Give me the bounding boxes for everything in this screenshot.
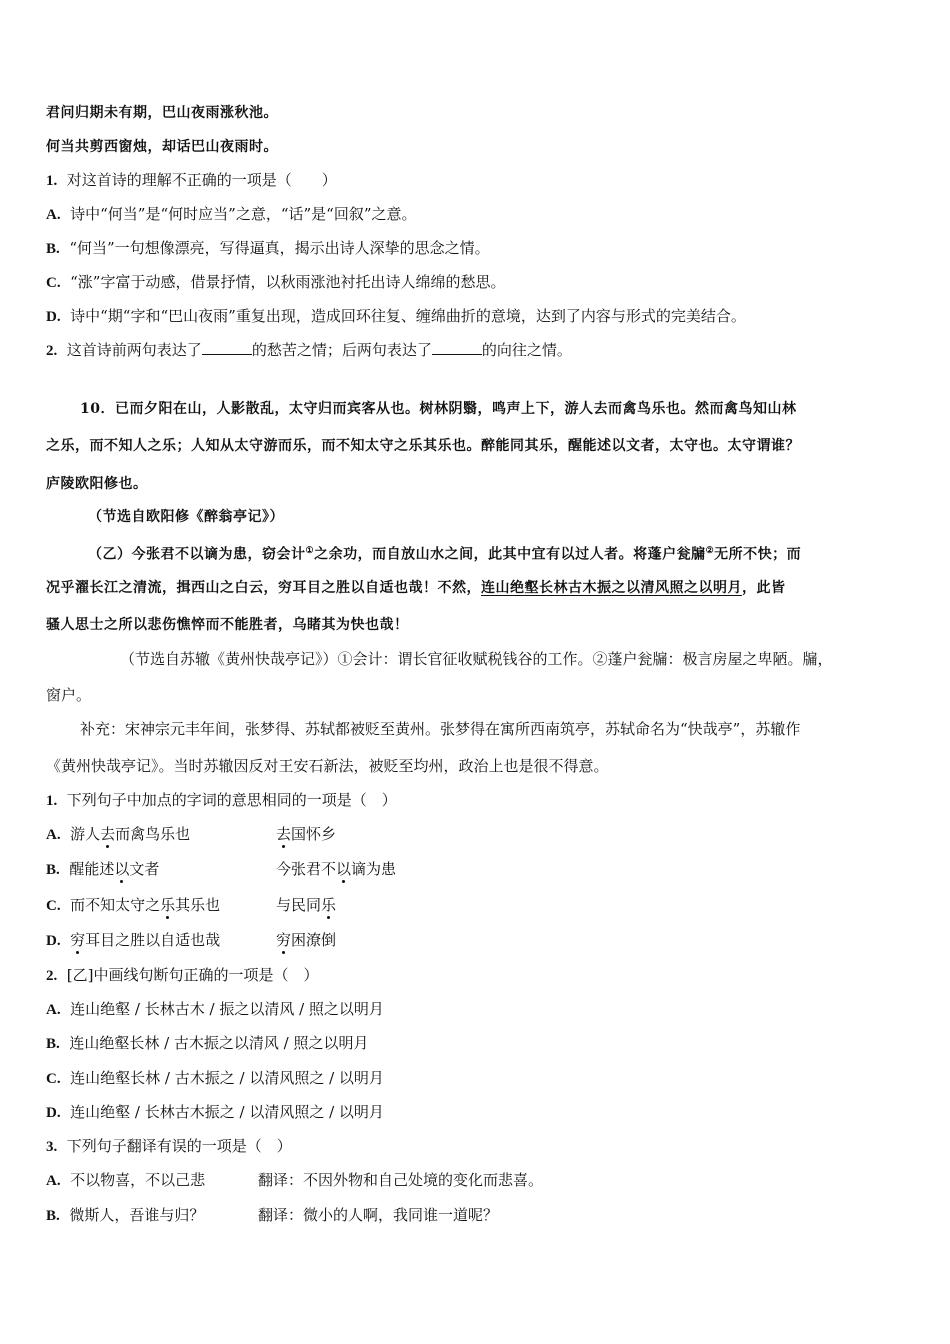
q9-option-c — [46, 272, 910, 293]
option-text: 连山绝壑长林 / 古木振之以清风 / 照之以明月 — [69, 1034, 369, 1052]
passage-text: （乙）今张君不以谪为患，窃会计 — [88, 546, 306, 563]
dotted-char: 穷 — [70, 931, 86, 949]
passage-text: 况乎濯长江之清流，揖西山之白云，穷耳目之胜以自适也哉！不然， — [46, 580, 481, 596]
passage-yi-line-3: 骚人思士之所以悲伤憔悴而不能胜者，乌睹其为快也哉！ — [46, 617, 409, 633]
poem-line-2: 何当共剪西窗烛，却话巴山夜雨时。 — [46, 139, 278, 155]
question-number: 1. — [46, 173, 58, 189]
question-text: 下列句子翻译有误的一项是（ ） — [66, 1137, 292, 1155]
q10-question-3 — [46, 1136, 910, 1157]
question-text: 对这首诗的理解不正确的一项是（ ） — [66, 171, 337, 189]
dotted-char: 穷 — [276, 931, 292, 949]
option-letter: A. — [46, 827, 61, 843]
q10-question-1 — [46, 790, 910, 811]
option-letter: C. — [46, 275, 61, 291]
option-text: 而不知太守之 — [70, 896, 161, 914]
option-text: 耳目之胜以自适也哉 — [85, 931, 221, 949]
option-text: 其乐也 — [175, 896, 221, 914]
option-text: 游人 — [70, 825, 101, 843]
answer-blank[interactable] — [432, 340, 482, 355]
q10-option-d — [46, 930, 910, 951]
q10-3-option-a — [46, 1170, 910, 1191]
dotted-char: 乐 — [160, 896, 176, 914]
footnote-marker: ② — [705, 546, 715, 556]
option-text: “涨”字富于动感，借景抒情，以秋雨涨池衬托出诗人绵绵的愁思。 — [70, 273, 506, 291]
question-text-part: 的愁苦之情；后两句表达了 — [251, 341, 432, 359]
option-text: 微斯人，吾谁与归？ — [69, 1206, 205, 1224]
option-text: 连山绝壑 / 长林古木 / 振之以清风 / 照之以明月 — [70, 1000, 384, 1018]
q9-option-d — [46, 306, 910, 327]
q9-question-2 — [46, 340, 910, 361]
option-text: 与民同 — [276, 896, 322, 914]
option-text: 连山绝壑长林 / 古木振之 / 以清风照之 / 以明月 — [70, 1069, 384, 1087]
option-letter: B. — [46, 1036, 60, 1052]
supplement-line-2: 《黄州快哉亭记》。当时苏辙因反对王安石新法，被贬至均州，政治上也是很不得意。 — [46, 757, 609, 775]
dotted-char: 乐 — [321, 896, 337, 914]
question-text: 下列句子中加点的字词的意思相同的一项是（ ） — [66, 791, 397, 809]
q10-option-c — [46, 895, 910, 916]
passage-text: 之余功，而自放山水之间，此其中宜有以过人者。将蓬户瓮牖 — [314, 546, 706, 563]
q10-2-option-d — [46, 1102, 910, 1123]
passage-yi-source-cont: 窗户。 — [46, 686, 92, 704]
option-letter: C. — [46, 1071, 61, 1087]
passage-jia-line-2: 之乐，而不知人之乐；人知从太守游而乐，而不知太守之乐其乐也。醉能同其乐，醒能述以文者，太守也。太守谓谁？ — [46, 438, 800, 454]
option-letter: A. — [46, 1002, 61, 1018]
option-text: 文者 — [129, 860, 160, 878]
option-text: 谪为患 — [351, 860, 397, 878]
option-letter: A. — [46, 1173, 61, 1189]
q10-option-b — [46, 859, 910, 880]
passage-jia-line-3: 庐陵欧阳修也。 — [46, 476, 148, 492]
option-letter: B. — [46, 1208, 60, 1224]
option-letter: B. — [46, 862, 60, 878]
question-number: 2. — [46, 343, 58, 359]
dotted-char: 去 — [100, 825, 116, 843]
passage-text: 无所不快；而 — [714, 546, 802, 563]
passage-text: ，此皆 — [742, 580, 786, 596]
q10-option-a — [46, 824, 910, 845]
q9-question-1 — [46, 170, 910, 191]
option-letter: D. — [46, 1105, 61, 1121]
question-number: 3. — [46, 1139, 58, 1155]
translation-text: 翻译：微小的人啊，我同谁一道呢？ — [258, 1206, 499, 1224]
dotted-char: 去 — [276, 825, 292, 843]
option-text: 今张君不 — [276, 860, 337, 878]
q9-option-b — [46, 238, 910, 259]
option-text: 诗中“何当”是“何时应当”之意，“话”是“回叙”之意。 — [70, 205, 417, 223]
underlined-sentence: 连山绝壑长林古木振之以清风照之以明月 — [481, 580, 742, 596]
option-letter: B. — [46, 241, 60, 257]
passage-yi-line-2 — [46, 578, 910, 598]
option-text: 国怀乡 — [291, 825, 337, 843]
answer-blank[interactable] — [202, 340, 252, 355]
passage-jia-line-1: 10．已而夕阳在山，人影散乱，太守归而宾客从也。树林阴翳，鸣声上下，游人去而禽鸟乐也。然而禽鸟知山林 — [80, 401, 797, 417]
question-text-part: 这首诗前两句表达了 — [66, 341, 202, 359]
option-text: 而禽鸟乐也 — [115, 825, 191, 843]
option-text: “何当”一句想像漂亮，写得逼真，揭示出诗人深挚的思念之情。 — [69, 239, 490, 257]
q10-question-2 — [46, 965, 910, 986]
q10-2-option-a — [46, 999, 910, 1020]
question-number: 2. — [46, 968, 58, 984]
option-text: 不以物喜，不以己悲 — [70, 1171, 206, 1189]
passage-jia-source: （节选自欧阳修《醉翁亭记》） — [88, 509, 284, 525]
option-letter: C. — [46, 898, 61, 914]
option-text: 困潦倒 — [291, 931, 337, 949]
passage-yi-source: （节选自苏辙《黄州快哉亭记》）①会计：谓长官征收赋税钱谷的工作。②蓬户瓮牖：极言房屋之卑陋。牖， — [120, 650, 833, 668]
q9-option-a — [46, 204, 910, 225]
q10-2-option-c — [46, 1068, 910, 1089]
dotted-char: 以 — [336, 860, 352, 878]
option-text: 连山绝壑 / 长林古木振之 / 以清风照之 / 以明月 — [70, 1103, 384, 1121]
passage-yi-line-1 — [88, 541, 910, 565]
option-text: 诗中“期“字和“巴山夜雨”重复出现，造成回环往复、缠绵曲折的意境，达到了内容与形式的完美结合。 — [70, 307, 746, 325]
footnote-marker: ① — [305, 546, 315, 556]
question-text: [乙]中画线句断句正确的一项是（ ） — [66, 966, 319, 984]
question-number: 1. — [46, 793, 58, 809]
q10-2-option-b — [46, 1033, 910, 1054]
q10-3-option-b — [46, 1205, 910, 1226]
option-letter: A. — [46, 207, 61, 223]
option-letter: D. — [46, 309, 61, 325]
option-text: 醒能述 — [69, 860, 115, 878]
poem-line-1: 君问归期未有期，巴山夜雨涨秋池。 — [46, 105, 278, 121]
translation-text: 翻译：不因外物和自己处境的变化而悲喜。 — [258, 1171, 544, 1189]
option-letter: D. — [46, 933, 61, 949]
supplement-line-1: 补充：宋神宗元丰年间，张梦得、苏轼都被贬至黄州。张梦得在寓所西南筑亭，苏轼命名为“快哉亭”，苏辙作 — [80, 720, 801, 738]
question-text-part: 的向往之情。 — [481, 341, 572, 359]
dotted-char: 以 — [114, 860, 130, 878]
